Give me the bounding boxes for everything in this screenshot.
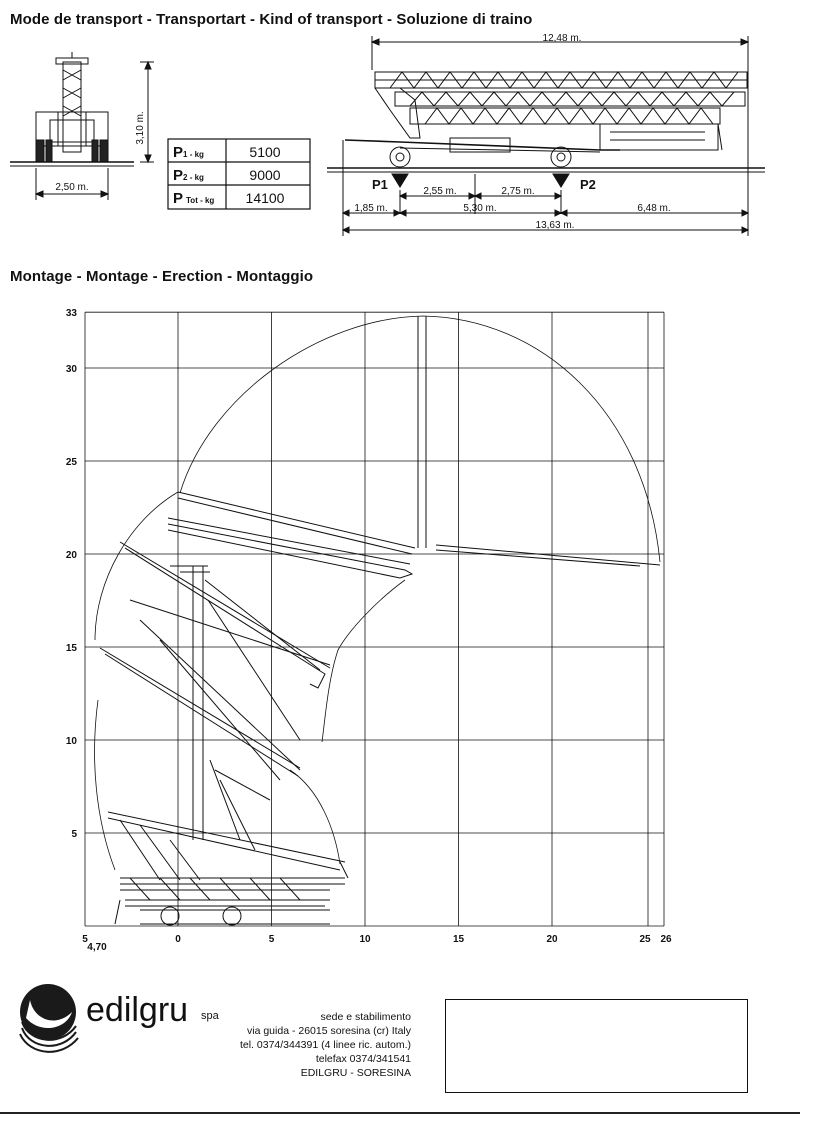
x-tick-label: 0 <box>175 934 181 945</box>
x-tick-label: 25 <box>639 934 651 945</box>
front-height-label: 3,10 m. <box>135 111 146 145</box>
jib-position-2 <box>168 518 412 578</box>
x-tick-label: 5 <box>268 934 275 945</box>
svg-text:P2 - kg <box>173 167 204 184</box>
address-line-4: telefax 0374/341541 <box>315 1053 411 1065</box>
load-unit: - kg <box>197 196 215 205</box>
x-tick-label: 15 <box>452 934 465 945</box>
load-sub: 1 <box>183 150 188 159</box>
front-width-label: 2,50 m. <box>55 182 89 193</box>
jib-left-final <box>178 492 415 554</box>
edilgru-logo <box>20 984 78 1052</box>
intermediate-arc <box>322 580 405 742</box>
crane-erection-positions <box>100 316 660 925</box>
y-tick-label: 5 <box>71 829 77 840</box>
load-row-2 <box>173 167 281 184</box>
side-view <box>327 36 765 236</box>
jib-position-4 <box>100 648 300 776</box>
dim-6-48: 6,48 m. <box>637 203 671 214</box>
load-row-1 <box>173 144 281 161</box>
y-tick-label: 33 <box>65 308 77 320</box>
erection-tick-labels <box>66 308 672 953</box>
load-symbol: P <box>173 144 184 161</box>
dim-13-63: 13,63 m. <box>535 220 575 231</box>
y-tick-label: 25 <box>65 457 77 468</box>
load-sub: Tot <box>186 196 198 205</box>
jib-horizontal <box>108 812 348 878</box>
base-arc <box>290 770 340 864</box>
left-lower-arc <box>95 700 115 870</box>
tower-column <box>193 566 203 840</box>
erection-sweep <box>95 316 660 870</box>
load-symbol: P <box>173 190 184 207</box>
bottom-rule <box>0 1112 800 1114</box>
svg-text:PTot - kg <box>173 190 214 207</box>
left-arc <box>95 492 178 640</box>
transport-title: Mode de transport - Transportart - Kind of transport - Soluzione di traino <box>10 11 533 28</box>
jib-position-3 <box>120 542 330 688</box>
y-tick-label: 15 <box>65 643 77 654</box>
erection-title: Montage - Montage - Erection - Montaggio <box>10 268 314 285</box>
address-line-5: EDILGRU - SORESINA <box>300 1067 411 1079</box>
load-row-total <box>173 190 285 207</box>
dealer-stamp-box <box>445 999 748 1093</box>
brand-suffix: spa <box>201 1010 219 1022</box>
final-jib-arc <box>180 316 660 562</box>
y-tick-label: 20 <box>65 550 77 561</box>
p1-label: P1 <box>372 177 388 192</box>
y-tick-label: 10 <box>65 736 77 747</box>
load-unit: - kg <box>187 173 204 182</box>
x-tick-label: 10 <box>359 934 371 945</box>
x-tick-label: 26 <box>660 934 672 945</box>
x-extra-label: 4,70 <box>87 942 107 953</box>
svg-text:P1 - kg <box>173 144 204 161</box>
load-sub: 2 <box>183 173 188 182</box>
address-line-3: tel. 0374/344391 (4 linee ric. autom.) <box>239 1039 411 1051</box>
erection-grid <box>85 312 664 926</box>
load-unit: - kg <box>187 150 204 159</box>
dim-2-55: 2,55 m. <box>423 186 457 197</box>
side-overall-length: 12,48 m. <box>542 33 582 44</box>
load-value: 14100 <box>245 190 285 206</box>
load-value: 9000 <box>249 167 281 183</box>
mast-final <box>418 316 426 548</box>
address-line-2: via guida - 26015 soresina (cr) Italy <box>247 1025 411 1037</box>
brand-name: edilgru <box>86 991 189 1029</box>
jib-right-final <box>436 545 660 566</box>
p2-label: P2 <box>580 177 596 192</box>
load-symbol: P <box>173 167 184 184</box>
load-value: 5100 <box>249 144 281 160</box>
x-tick-label: 20 <box>546 934 558 945</box>
dim-1-85: 1,85 m. <box>354 203 388 214</box>
x-tick-label: 5 <box>82 934 88 945</box>
y-tick-label: 30 <box>65 364 77 375</box>
front-view <box>10 52 154 200</box>
dim-2-75: 2,75 m. <box>501 186 535 197</box>
address-line-1: sede e stabilimento <box>320 1011 411 1023</box>
dim-5-30: 5,30 m. <box>463 203 497 214</box>
